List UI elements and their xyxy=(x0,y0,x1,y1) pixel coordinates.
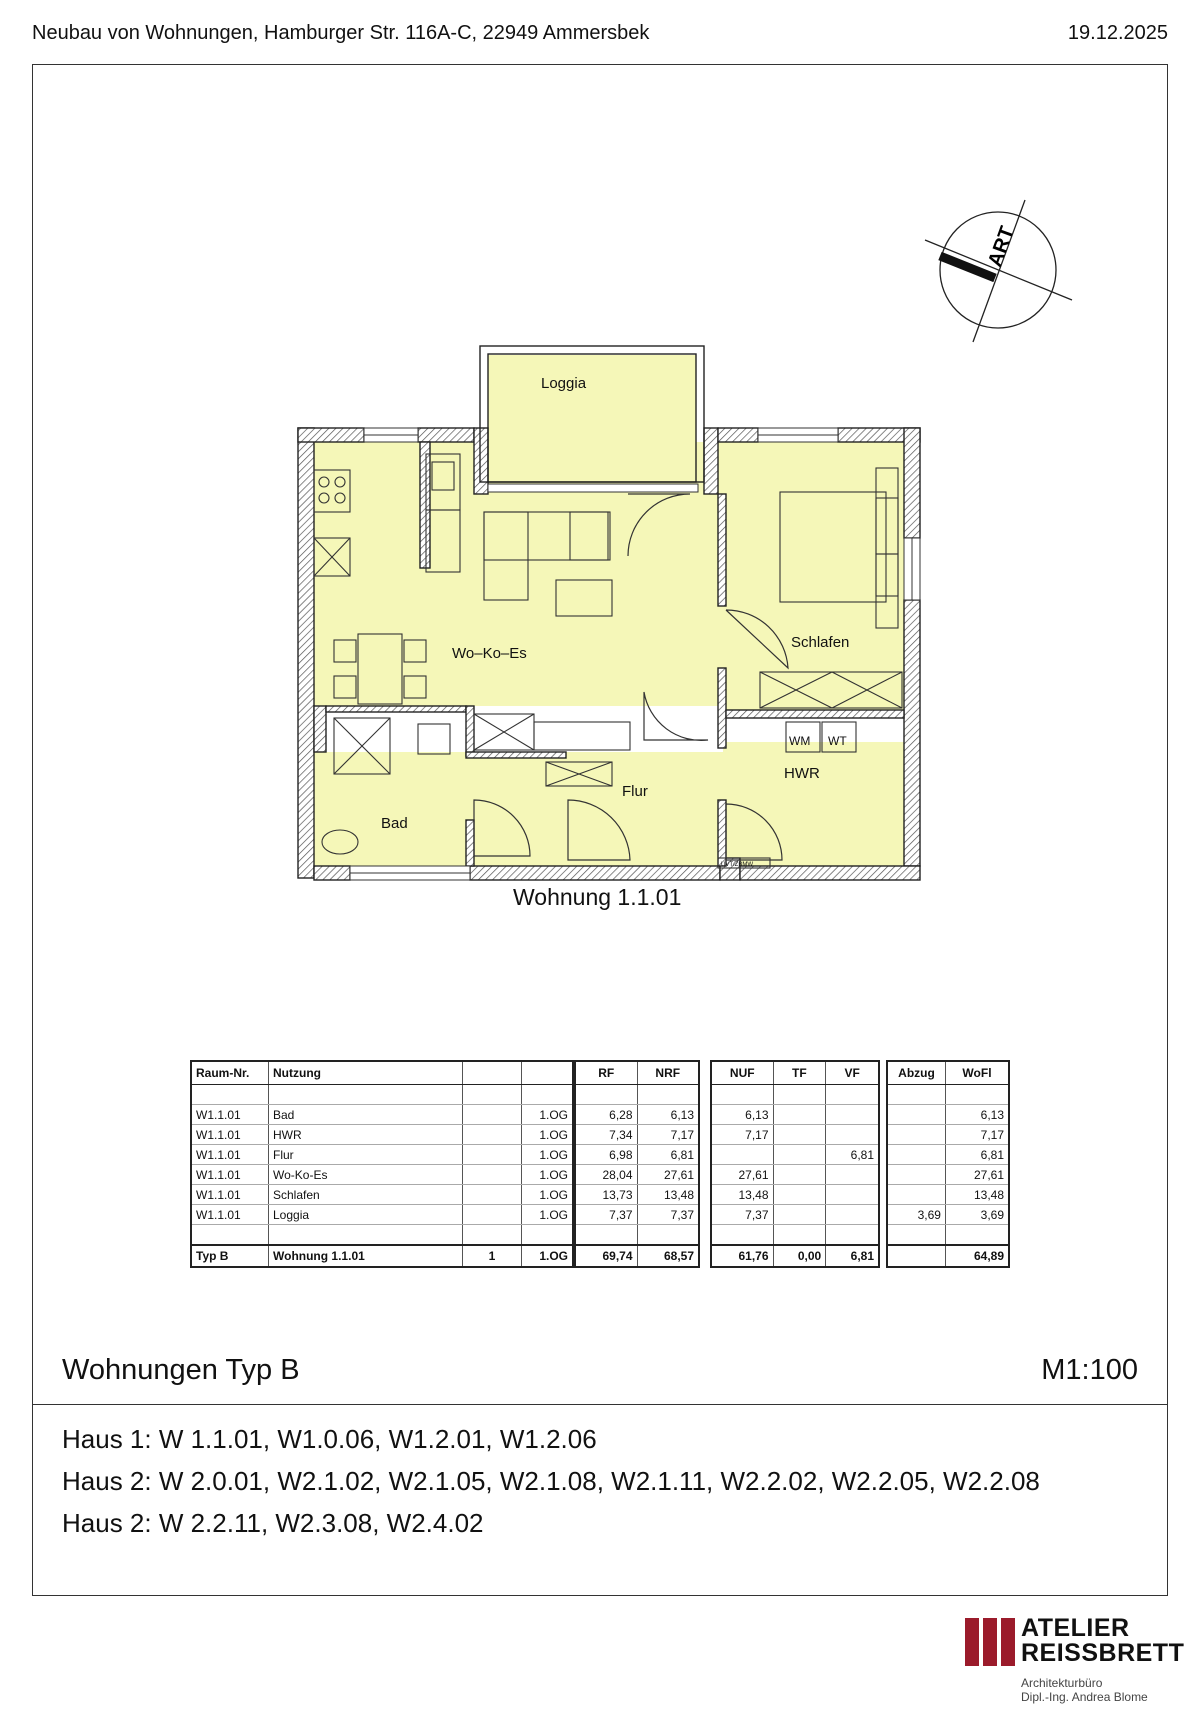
area-table-nuf xyxy=(710,1060,880,1268)
cell-raum-nr: W1.1.01 xyxy=(191,1105,269,1125)
cell-nutzung: Schlafen xyxy=(269,1185,463,1205)
table-row xyxy=(887,1085,1009,1105)
appliance-label-wm: WM xyxy=(789,734,811,748)
cell-nutzung: HWR xyxy=(269,1125,463,1145)
table-row xyxy=(711,1085,879,1105)
cell-vf xyxy=(826,1205,879,1225)
col-raum-nr: Raum-Nr. xyxy=(191,1061,269,1085)
north-arrow-label: ART xyxy=(984,223,1019,270)
cell-abzug: 3,69 xyxy=(887,1205,945,1225)
table-row xyxy=(711,1145,879,1165)
cell-nutzung: Bad xyxy=(269,1105,463,1125)
logo-sub-1: Architekturbüro xyxy=(1021,1676,1103,1690)
cell-abzug xyxy=(887,1125,945,1145)
cell-nutzung: Wo-Ko-Es xyxy=(269,1165,463,1185)
cell-rf: 6,98 xyxy=(575,1145,637,1165)
cell-tf xyxy=(773,1145,826,1165)
cell-tf xyxy=(773,1125,826,1145)
cell-abzug xyxy=(887,1165,945,1185)
cell-rf: 13,73 xyxy=(575,1185,637,1205)
table-row xyxy=(887,1245,1009,1267)
table-row xyxy=(191,1125,573,1145)
cell-blank xyxy=(575,1225,637,1246)
cell-count xyxy=(463,1145,522,1165)
room-label-loggia: Loggia xyxy=(541,375,587,392)
cell-nuf: 27,61 xyxy=(711,1165,773,1185)
table-row xyxy=(711,1205,879,1225)
cell-blank xyxy=(269,1225,463,1246)
cell-blank xyxy=(637,1225,699,1246)
cell-total-count: 1 xyxy=(463,1245,522,1267)
cell-total-tf: 0,00 xyxy=(773,1245,826,1267)
cell-blank xyxy=(575,1085,637,1105)
cell-og: 1.OG xyxy=(522,1145,574,1165)
cell-blank xyxy=(711,1085,773,1105)
cell-blank xyxy=(463,1225,522,1246)
cell-vf xyxy=(826,1125,879,1145)
col-rf: RF xyxy=(575,1061,637,1085)
cell-tf xyxy=(773,1205,826,1225)
cell-total-nuf: 61,76 xyxy=(711,1245,773,1267)
scale-label: M1:100 xyxy=(1041,1354,1138,1386)
cell-tf xyxy=(773,1165,826,1185)
haus-line-3: Haus 2: W 2.2.11, W2.3.08, W2.4.02 xyxy=(62,1508,484,1538)
cell-blank xyxy=(191,1225,269,1246)
area-table-main xyxy=(190,1060,574,1268)
table-row xyxy=(191,1145,573,1165)
col-nuf: NUF xyxy=(711,1061,773,1085)
cell-og: 1.OG xyxy=(522,1125,574,1145)
cell-nrf: 27,61 xyxy=(637,1165,699,1185)
cell-rf: 7,34 xyxy=(575,1125,637,1145)
cell-nrf: 7,17 xyxy=(637,1125,699,1145)
cell-vf xyxy=(826,1185,879,1205)
cell-og: 1.OG xyxy=(522,1185,574,1205)
col-og xyxy=(522,1061,574,1085)
cell-blank xyxy=(887,1085,945,1105)
area-table-wofl xyxy=(886,1060,1010,1268)
room-label-flur: Flur xyxy=(622,783,648,800)
cell-og: 1.OG xyxy=(522,1205,574,1225)
table-row xyxy=(191,1085,573,1105)
cell-blank xyxy=(191,1085,269,1105)
room-label-wokoes: Wo–Ko–Es xyxy=(452,645,527,662)
logo-line-1: ATELIER xyxy=(1021,1614,1130,1642)
col-abzug: Abzug xyxy=(887,1061,945,1085)
table-row xyxy=(575,1125,699,1145)
cell-tf xyxy=(773,1185,826,1205)
cell-blank xyxy=(637,1085,699,1105)
cell-count xyxy=(463,1185,522,1205)
label-uvt: UVT/ZBMW xyxy=(721,862,753,868)
cell-count xyxy=(463,1105,522,1125)
room-label-schlafen: Schlafen xyxy=(791,634,850,651)
table-row xyxy=(711,1105,879,1125)
table-row xyxy=(575,1165,699,1185)
area-table-rf xyxy=(574,1060,700,1268)
appliance-label-wt: WT xyxy=(828,734,847,748)
header-project-title: Neubau von Wohnungen, Hamburger Str. 116A-C, 22949 Ammersbek xyxy=(32,22,650,44)
table-row xyxy=(575,1225,699,1246)
table-row xyxy=(575,1145,699,1165)
table-row xyxy=(887,1185,1009,1205)
col-tf: TF xyxy=(773,1061,826,1085)
table-row xyxy=(575,1185,699,1205)
table-row xyxy=(887,1125,1009,1145)
cell-raum-nr: W1.1.01 xyxy=(191,1185,269,1205)
table-row xyxy=(575,1245,699,1267)
cell-nuf: 13,48 xyxy=(711,1185,773,1205)
cell-vf xyxy=(826,1105,879,1125)
col-wofl: WoFl xyxy=(945,1061,1009,1085)
room-label-bad: Bad xyxy=(381,815,408,832)
cell-raum-nr: W1.1.01 xyxy=(191,1205,269,1225)
cell-nutzung: Loggia xyxy=(269,1205,463,1225)
cell-nrf: 6,81 xyxy=(637,1145,699,1165)
cell-wofl: 6,81 xyxy=(945,1145,1009,1165)
cell-nutzung: Flur xyxy=(269,1145,463,1165)
table-row xyxy=(711,1125,879,1145)
table-row xyxy=(191,1225,573,1246)
logo-name xyxy=(1021,1616,1184,1666)
cell-total-nrf: 68,57 xyxy=(637,1245,699,1267)
table-row xyxy=(575,1085,699,1105)
cell-tf xyxy=(773,1105,826,1125)
cell-nuf: 7,37 xyxy=(711,1205,773,1225)
cell-total-vf: 6,81 xyxy=(826,1245,879,1267)
cell-total-wofl: 64,89 xyxy=(945,1245,1009,1267)
table-row xyxy=(887,1205,1009,1225)
cell-vf xyxy=(826,1165,879,1185)
table-row xyxy=(711,1245,879,1267)
cell-blank xyxy=(773,1225,826,1246)
cell-count xyxy=(463,1125,522,1145)
cell-blank xyxy=(887,1225,945,1246)
cell-total-abzug xyxy=(887,1245,945,1267)
section-title: Wohnungen Typ B xyxy=(62,1354,300,1386)
table-row xyxy=(711,1165,879,1185)
cell-blank xyxy=(522,1225,574,1246)
cell-rf: 6,28 xyxy=(575,1105,637,1125)
cell-blank xyxy=(945,1225,1009,1246)
logo-subtitle xyxy=(1021,1676,1148,1704)
cell-blank xyxy=(826,1225,879,1246)
cell-total-rf: 69,74 xyxy=(575,1245,637,1267)
cell-abzug xyxy=(887,1105,945,1125)
cell-blank xyxy=(269,1085,463,1105)
cell-raum-nr: W1.1.01 xyxy=(191,1145,269,1165)
haus-line-1: Haus 1: W 1.1.01, W1.0.06, W1.2.01, W1.2.06 xyxy=(62,1424,597,1454)
cell-blank xyxy=(945,1085,1009,1105)
cell-wofl: 27,61 xyxy=(945,1165,1009,1185)
plan-caption: Wohnung 1.1.01 xyxy=(513,884,682,910)
cell-wofl: 7,17 xyxy=(945,1125,1009,1145)
cell-blank xyxy=(522,1085,574,1105)
cell-nuf: 7,17 xyxy=(711,1125,773,1145)
north-arrow-icon xyxy=(925,200,1072,342)
table-row xyxy=(191,1185,573,1205)
table-row xyxy=(191,1165,573,1185)
table-row xyxy=(711,1185,879,1205)
cell-nuf xyxy=(711,1145,773,1165)
cell-total-name: Wohnung 1.1.01 xyxy=(269,1245,463,1267)
cell-vf: 6,81 xyxy=(826,1145,879,1165)
cell-raum-nr: W1.1.01 xyxy=(191,1125,269,1145)
cell-wofl: 3,69 xyxy=(945,1205,1009,1225)
cell-blank xyxy=(773,1085,826,1105)
cell-nuf: 6,13 xyxy=(711,1105,773,1125)
cell-blank xyxy=(711,1225,773,1246)
cell-abzug xyxy=(887,1145,945,1165)
table-row xyxy=(191,1205,573,1225)
header-date: 19.12.2025 xyxy=(1067,22,1168,44)
room-label-hwr: HWR xyxy=(784,765,820,782)
logo-mark-icon xyxy=(965,1618,1015,1666)
cell-blank xyxy=(463,1085,522,1105)
col-nrf: NRF xyxy=(637,1061,699,1085)
cell-count xyxy=(463,1205,522,1225)
cell-count xyxy=(463,1165,522,1185)
table-row xyxy=(711,1225,879,1246)
col-count xyxy=(463,1061,522,1085)
cell-total-og: 1.OG xyxy=(522,1245,574,1267)
cell-total-typ: Typ B xyxy=(191,1245,269,1267)
cell-nrf: 7,37 xyxy=(637,1205,699,1225)
cell-nrf: 13,48 xyxy=(637,1185,699,1205)
cell-raum-nr: W1.1.01 xyxy=(191,1165,269,1185)
table-row xyxy=(575,1105,699,1125)
table-row xyxy=(887,1165,1009,1185)
table-row xyxy=(191,1105,573,1125)
cell-rf: 28,04 xyxy=(575,1165,637,1185)
section-divider xyxy=(32,1404,1168,1405)
cell-wofl: 6,13 xyxy=(945,1105,1009,1125)
cell-nrf: 6,13 xyxy=(637,1105,699,1125)
logo-sub-2: Dipl.-Ing. Andrea Blome xyxy=(1021,1690,1148,1704)
table-row xyxy=(887,1225,1009,1246)
col-nutzung: Nutzung xyxy=(269,1061,463,1085)
cell-blank xyxy=(826,1085,879,1105)
cell-abzug xyxy=(887,1185,945,1205)
cell-og: 1.OG xyxy=(522,1105,574,1125)
table-row xyxy=(887,1105,1009,1125)
table-row xyxy=(887,1145,1009,1165)
col-vf: VF xyxy=(826,1061,879,1085)
cell-wofl: 13,48 xyxy=(945,1185,1009,1205)
table-row xyxy=(191,1245,573,1267)
haus-line-2: Haus 2: W 2.0.01, W2.1.02, W2.1.05, W2.1.08, W2.1.11, W2.2.02, W2.2.05, W2.2.08 xyxy=(62,1466,1040,1496)
logo-line-2: REISSBRETT xyxy=(1021,1639,1185,1667)
table-row xyxy=(575,1205,699,1225)
cell-rf: 7,37 xyxy=(575,1205,637,1225)
cell-og: 1.OG xyxy=(522,1165,574,1185)
